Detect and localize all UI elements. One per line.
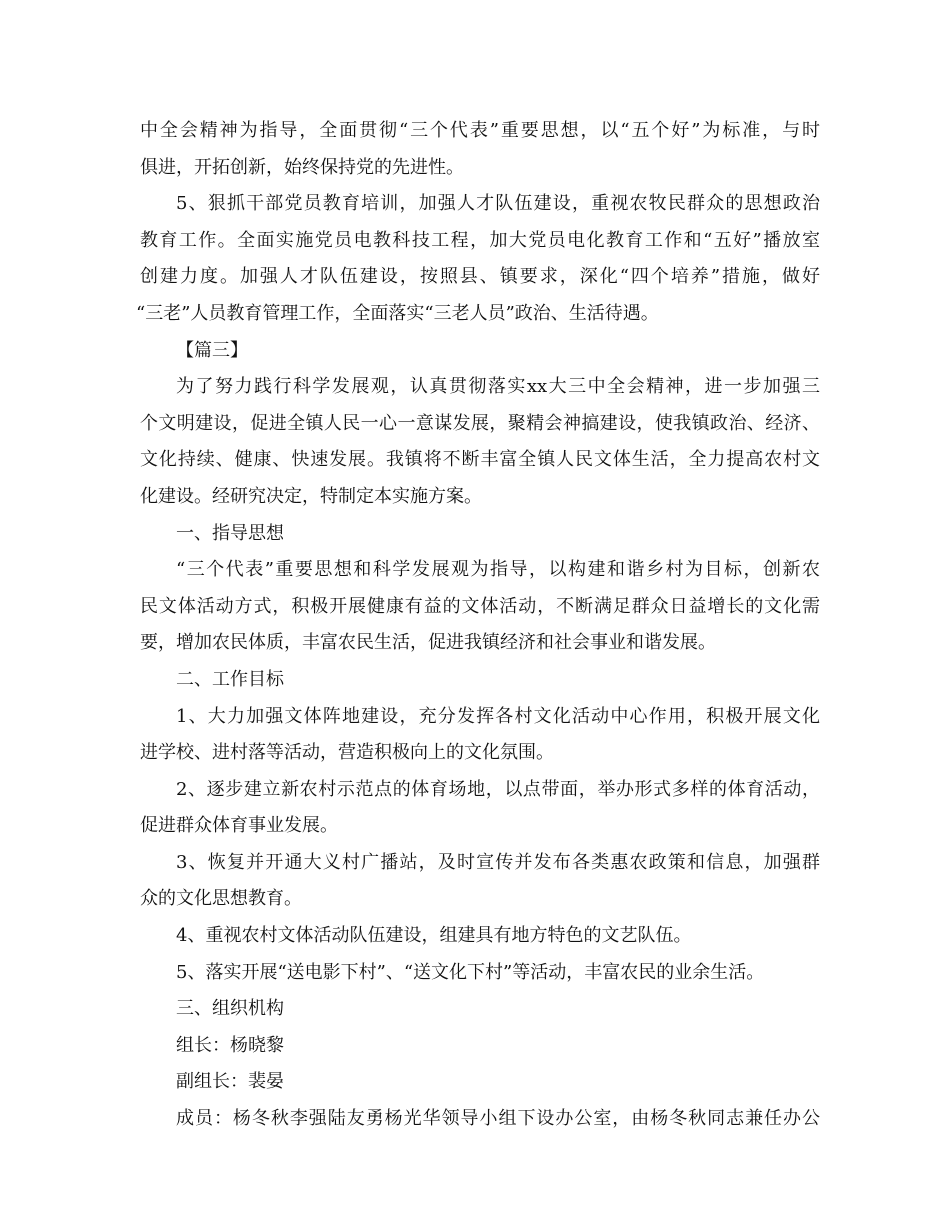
text-line: “三老”人员教育管理工作，全面落实“三老人员”政治、生活待遇。 [136, 302, 659, 324]
text-line: “三个代表”重要思想和科学发展观为指导，以构建和谐乡村为目标，创新农 [176, 559, 820, 581]
document-body [136, 113, 820, 1138]
text-line: 文化持续、健康、快速发展。我镇将不断丰富全镇人民文体生活，全力提高农村文 [140, 449, 820, 471]
text-line: 5、狠抓干部党员教育培训，加强人才队伍建设，重视农牧民群众的思想政治 [176, 193, 820, 215]
section-heading: 【篇三】 [176, 339, 248, 361]
text-line: 要，增加农民体质，丰富农民生活，促进我镇经济和社会事业和谐发展。 [140, 632, 716, 654]
text-line: 进学校、进村落等活动，营造积极向上的文化氛围。 [140, 742, 554, 764]
text-line: 副组长：裴晏 [176, 1071, 284, 1093]
text-line: 成员：杨冬秋李强陆友勇杨光华领导小组下设办公室，由杨冬秋同志兼任办公 [176, 1108, 820, 1130]
text-line: 促进群众体育事业发展。 [140, 815, 338, 837]
text-line: 5、落实开展“送电影下村”、“送文化下村”等活动，丰富农民的业余生活。 [176, 961, 765, 983]
text-line: 民文体活动方式，积极开展健康有益的文体活动，不断满足群众日益增长的文化需 [140, 595, 820, 617]
text-line: 2、逐步建立新农村示范点的体育场地，以点带面，举办形式多样的体育活动， [176, 778, 820, 800]
text-line: 创建力度。加强人才队伍建设，按照县、镇要求，深化“四个培养”措施，做好 [140, 266, 820, 288]
text-line: 组长：杨晓黎 [176, 1034, 284, 1056]
section-heading: 一、指导思想 [176, 522, 284, 544]
section-heading: 三、组织机构 [176, 998, 284, 1020]
text-line: 为了努力践行科学发展观，认真贯彻落实xx大三中全会精神，进一步加强三 [176, 376, 820, 398]
text-line: 1、大力加强文体阵地建设，充分发挥各村文化活动中心作用，积极开展文化 [176, 705, 820, 727]
text-line: 4、重视农村文体活动队伍建设，组建具有地方特色的文艺队伍。 [176, 925, 692, 947]
section-heading: 二、工作目标 [176, 668, 284, 690]
text-line: 中全会精神为指导，全面贯彻“三个代表”重要思想，以“五个好”为标准，与时 [140, 120, 820, 141]
text-line: 教育工作。全面实施党员电教科技工程，加大党员电化教育工作和“五好”播放室 [140, 229, 820, 251]
text-line: 化建设。经研究决定，特制定本实施方案。 [140, 485, 482, 507]
text-line: 个文明建设，促进全镇人民一心一意谋发展，聚精会神搞建设，使我镇政治、经济、 [140, 412, 820, 434]
text-line: 3、恢复并开通大义村广播站，及时宣传并发布各类惠农政策和信息，加强群 [176, 851, 820, 873]
text-line: 俱进，开拓创新，始终保持党的先进性。 [140, 156, 464, 178]
text-line: 众的文化思想教育。 [140, 888, 302, 910]
